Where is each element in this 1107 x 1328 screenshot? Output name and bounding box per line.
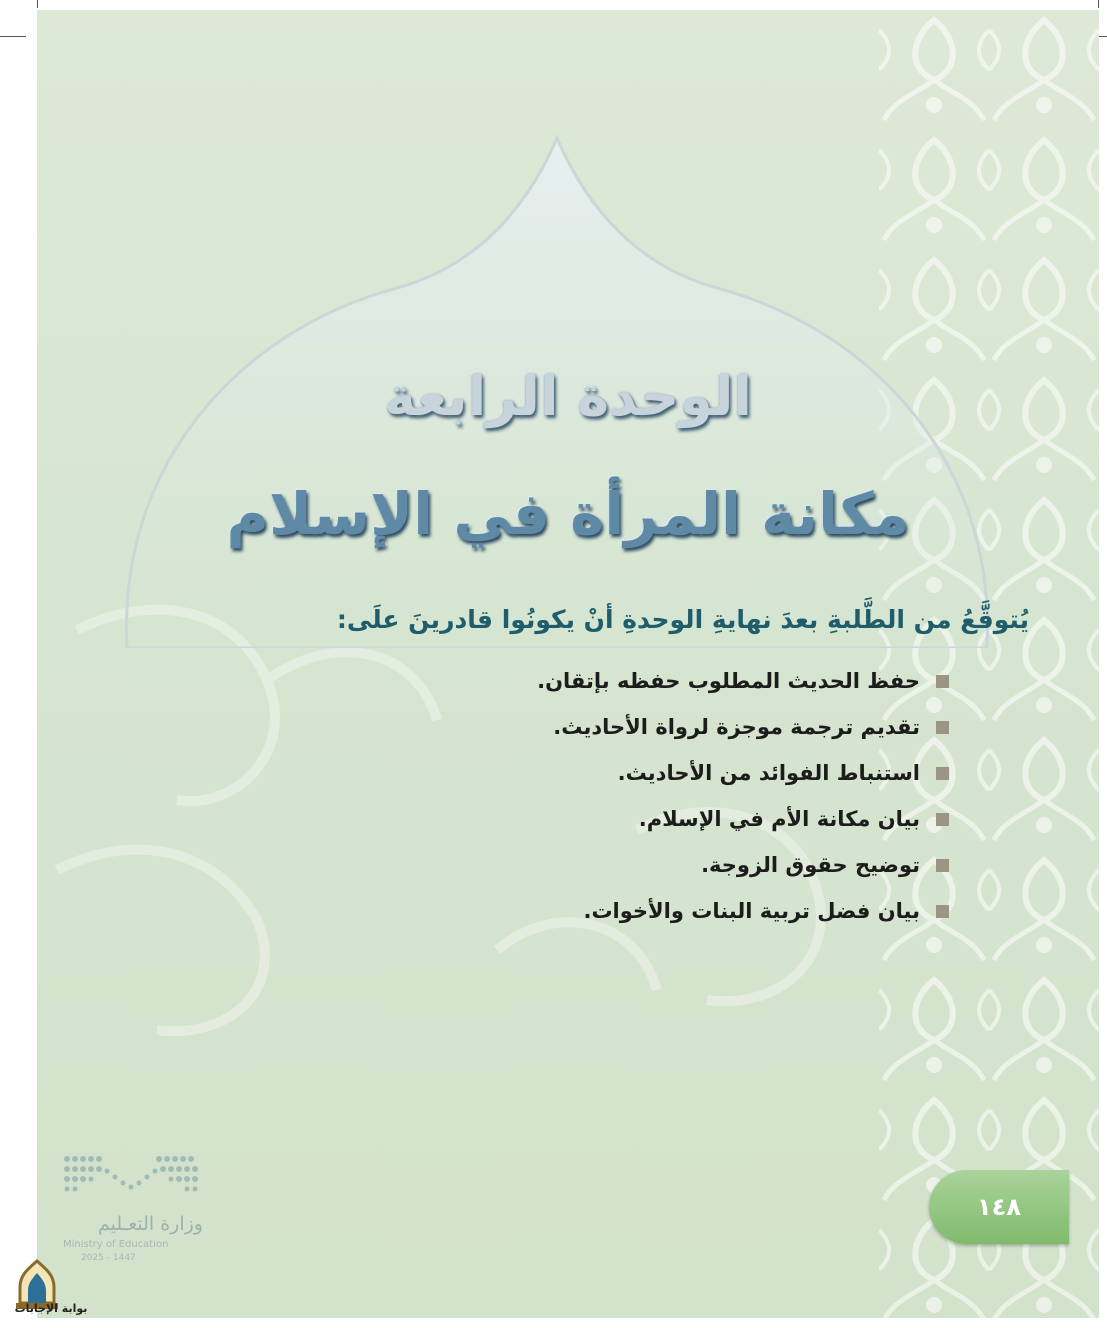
list-item: استنباط الفوائد من الأحاديث. xyxy=(129,750,949,796)
watermark-text: بوابة الإجابات xyxy=(14,1302,88,1315)
list-item: تقديم ترجمة موجزة لرواة الأحاديث. xyxy=(129,704,949,750)
ministry-dots-icon xyxy=(63,1153,203,1203)
square-bullet-icon xyxy=(936,721,949,734)
ministry-name-arabic: وزارة التعـليم xyxy=(97,1213,203,1235)
list-item: بيان فضل تربية البنات والأخوات. xyxy=(129,888,949,934)
crop-mark xyxy=(0,36,26,37)
square-bullet-icon xyxy=(936,675,949,688)
square-bullet-icon xyxy=(936,859,949,872)
list-item: بيان مكانة الأم في الإسلام. xyxy=(129,796,949,842)
list-item: حفظ الحديث المطلوب حفظه بإتقان. xyxy=(129,658,949,704)
unit-subtitle: مكانة المرأة في الإسلام xyxy=(226,480,910,548)
list-item: توضيح حقوق الزوجة. xyxy=(129,842,949,888)
square-bullet-icon xyxy=(936,767,949,780)
ministry-name-english: Ministry of Education xyxy=(63,1239,169,1250)
unit-title: الوحدة الرابعة xyxy=(384,365,752,428)
objectives-list xyxy=(129,658,949,934)
crop-mark xyxy=(1098,0,1099,8)
ministry-year: 2025 - 1447 xyxy=(81,1253,136,1263)
page-number: ١٤٨ xyxy=(977,1193,1021,1221)
page-number-tab xyxy=(929,1170,1069,1244)
ministry-logo xyxy=(63,1153,203,1273)
square-bullet-icon xyxy=(936,813,949,826)
book-page xyxy=(37,10,1099,1318)
crop-mark xyxy=(37,0,38,8)
objectives-heading: يُتوقَّعُ من الطَّلبةِ بعدَ نهايةِ الوحدةِ أنْ يكونُوا قادرينَ علَى: xyxy=(336,605,1029,634)
square-bullet-icon xyxy=(936,905,949,918)
